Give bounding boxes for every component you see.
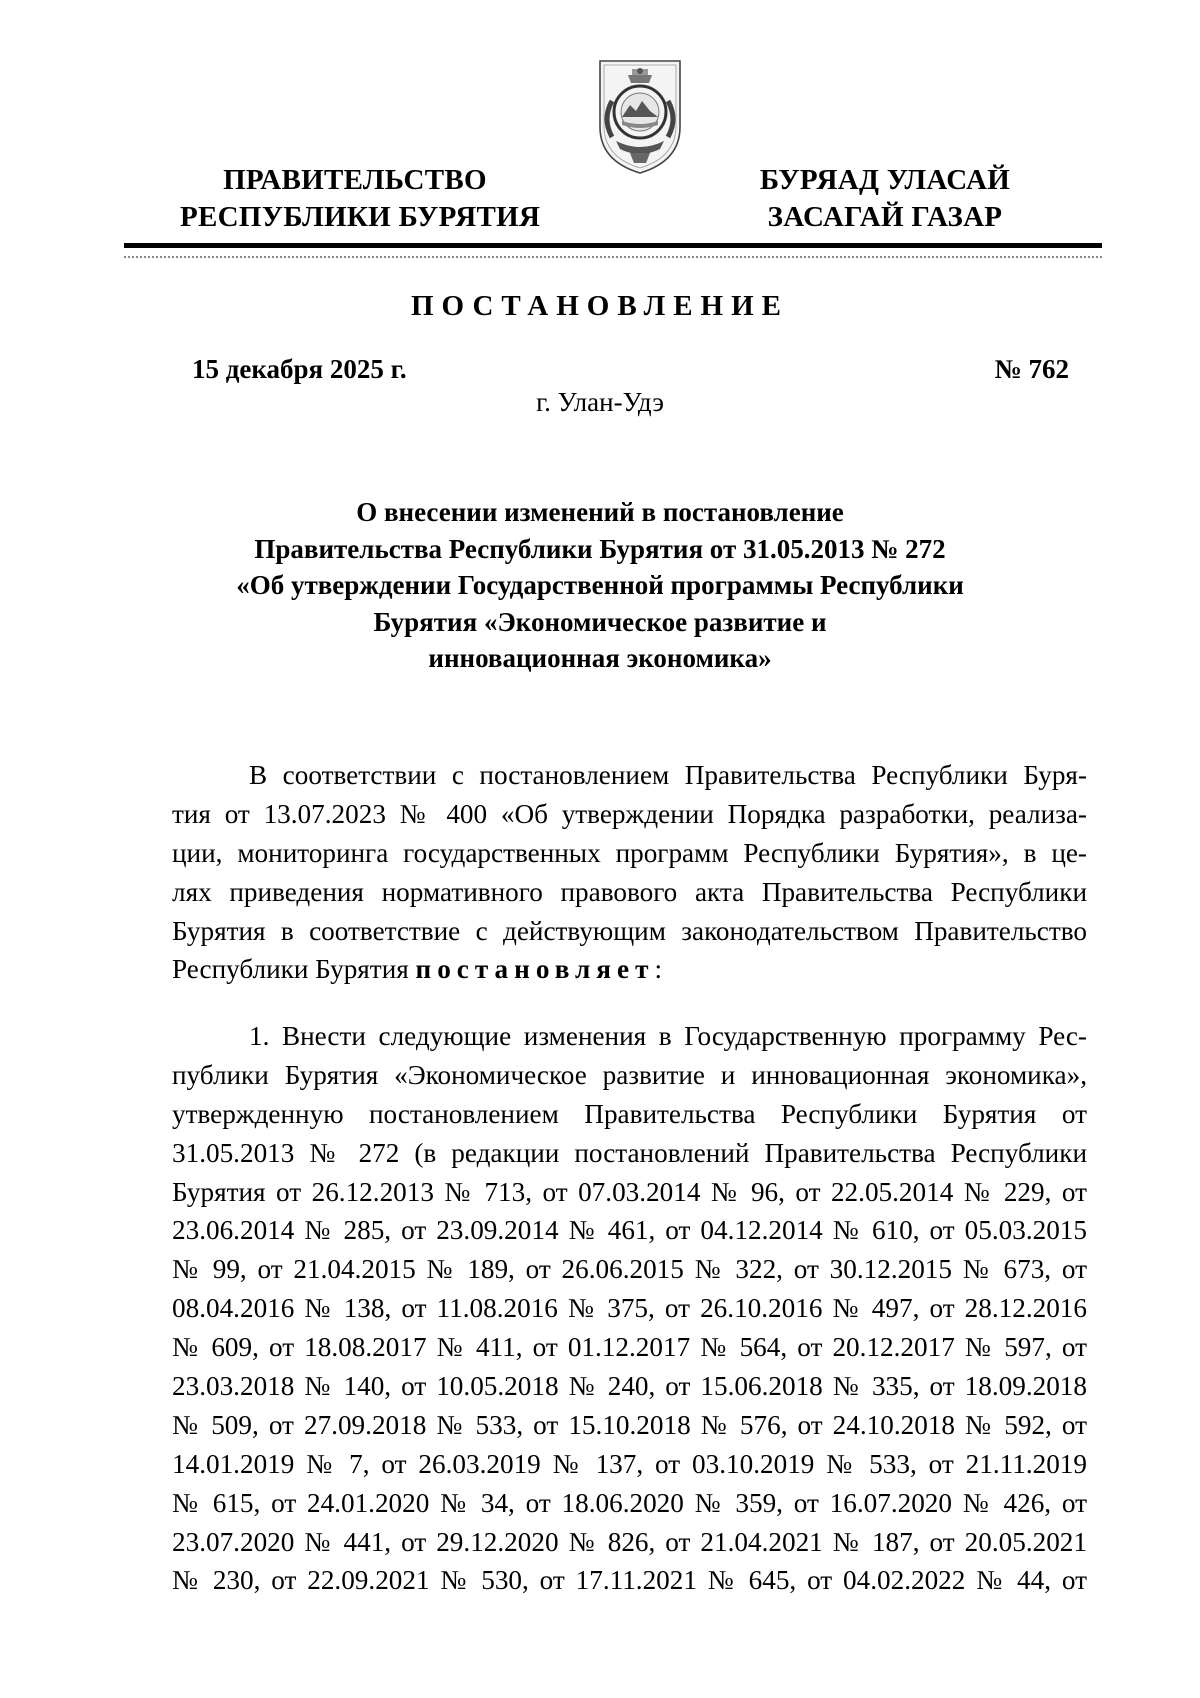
resolves-keyword: постановляет xyxy=(415,954,655,985)
document-city: г. Улан-Удэ xyxy=(536,387,664,417)
org-name-russian xyxy=(180,162,541,236)
paragraph-line: № 509, от 27.09.2018 № 533, от 15.10.2018 № 576, от 24.10.2018 № 592, от xyxy=(172,1409,1087,1440)
paragraph-line: Бурятия в соответствие с действующим законодательством Правительство xyxy=(172,915,1087,946)
paragraph-line: № 99, от 21.04.2015 № 189, от 26.06.2015 № 322, от 30.12.2015 № 673, от xyxy=(172,1254,1087,1285)
title-line: инновационная экономика» xyxy=(428,643,772,673)
coat-of-arms-emblem-icon xyxy=(594,57,686,177)
title-line: Бурятия «Экономическое развитие и xyxy=(373,606,827,637)
paragraph-line: 1. Внести следующие изменения в Государственную программу Рес- xyxy=(249,1021,1087,1051)
header-divider-thin xyxy=(124,256,1102,258)
document-number: № 762 xyxy=(994,354,1069,384)
document-date: 15 декабря 2025 г. xyxy=(192,354,407,384)
paragraph-line: Бурятия от 26.12.2013 № 713, от 07.03.2014 № 96, от 22.05.2014 № 229, от xyxy=(172,1176,1087,1207)
paragraph-line: 08.04.2016 № 138, от 11.08.2016 № 375, от 26.10.2016 № 497, от 28.12.2016 xyxy=(172,1293,1087,1324)
paragraph-line: ции, мониторинга государственных программ Республики Бурятия», в це- xyxy=(172,837,1087,868)
paragraph-line: 23.03.2018 № 140, от 10.05.2018 № 240, от 15.06.2018 № 335, от 18.09.2018 xyxy=(172,1371,1087,1402)
org-name-line: ЗАСАГАЙ ГАЗАР xyxy=(767,201,1003,233)
org-name-buryat xyxy=(735,162,1035,236)
paragraph-line xyxy=(172,950,1087,989)
paragraph-line: 14.01.2019 № 7, от 26.03.2019 № 137, от 03.10.2019 № 533, от 21.11.2019 xyxy=(172,1448,1087,1479)
paragraph-line: № 609, от 18.08.2017 № 411, от 01.12.2017 № 564, от 20.12.2017 № 597, от xyxy=(172,1332,1087,1363)
paragraph-line: 23.06.2014 № 285, от 23.09.2014 № 461, от 04.12.2014 № 610, от 05.03.2015 xyxy=(172,1215,1087,1246)
paragraph-line: публики Бурятия «Экономическое развитие и инновационная экономика», xyxy=(172,1059,1087,1090)
header-divider-thick xyxy=(124,243,1102,248)
document-type-heading: ПОСТАНОВЛЕНИЕ xyxy=(410,290,789,322)
title-line: Правительства Республики Бурятия от 31.05.2013 № 272 xyxy=(254,533,946,564)
preamble-paragraph xyxy=(172,756,1087,989)
paragraph-line: утвержденную постановлением Правительства Республики Бурятия от xyxy=(172,1098,1087,1129)
org-name-line: РЕСПУБЛИКИ БУРЯТИЯ xyxy=(180,201,541,233)
title-line: «Об утверждении Государственной программы Республики xyxy=(236,570,964,600)
paragraph-line: 31.05.2013 № 272 (в редакции постановлений Правительства Республики xyxy=(172,1137,1087,1168)
document-title xyxy=(0,494,1200,677)
paragraph-text: Республики Бурятия xyxy=(172,954,416,985)
paragraph-line: тия от 13.07.2023 № 400 «Об утверждении Порядка разработки, реализа- xyxy=(172,798,1087,829)
org-name-line: БУРЯАД УЛАСАЙ xyxy=(759,164,1011,196)
org-name-line: ПРАВИТЕЛЬСТВО xyxy=(223,164,487,196)
paragraph-text: : xyxy=(654,954,663,985)
title-line: О внесении изменений в постановление xyxy=(356,497,844,527)
clause-1-paragraph xyxy=(172,1017,1087,1600)
paragraph-line: лях приведения нормативного правового акта Правительства Республики xyxy=(172,876,1087,907)
paragraph-line: В соответствии с постановлением Правительства Республики Буря- xyxy=(249,760,1087,790)
paragraph-line: № 615, от 24.01.2020 № 34, от 18.06.2020 № 359, от 16.07.2020 № 426, от xyxy=(172,1487,1087,1518)
paragraph-line: 23.07.2020 № 441, от 29.12.2020 № 826, от 21.04.2021 № 187, от 20.05.2021 xyxy=(172,1526,1087,1557)
paragraph-line: № 230, от 22.09.2021 № 530, от 17.11.2021 № 645, от 04.02.2022 № 44, от xyxy=(172,1565,1087,1596)
